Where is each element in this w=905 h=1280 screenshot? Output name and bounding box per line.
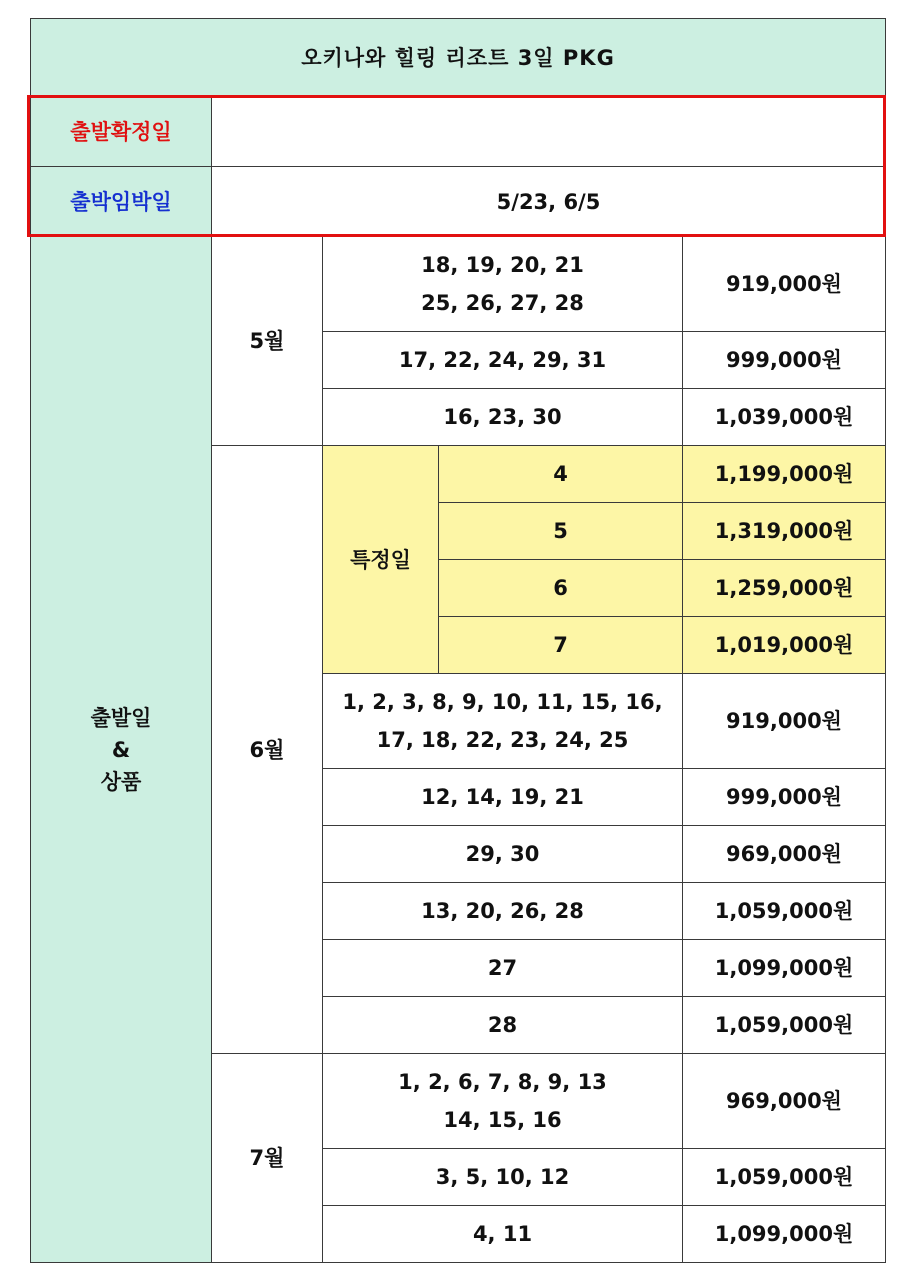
dates-cell: 16, 23, 30 xyxy=(323,389,683,446)
side-label xyxy=(31,237,212,1263)
dates-cell: 27 xyxy=(323,940,683,997)
price-table-container xyxy=(30,18,885,1263)
price-cell: 919,000원 xyxy=(683,674,886,769)
month-july: 7월 xyxy=(212,1054,323,1263)
dates-cell: 4 xyxy=(439,446,683,503)
side-label-line3: 상품 xyxy=(100,769,142,794)
package-title: 오키나와 힐링 리조트 3일 PKG xyxy=(31,19,886,97)
dates-cell: 5 xyxy=(439,503,683,560)
month-june: 6월 xyxy=(212,446,323,1054)
dates-cell: 17, 22, 24, 29, 31 xyxy=(323,332,683,389)
price-cell: 1,319,000원 xyxy=(683,503,886,560)
price-cell: 1,059,000원 xyxy=(683,1149,886,1206)
dates-cell: 29, 30 xyxy=(323,826,683,883)
price-cell: 1,019,000원 xyxy=(683,617,886,674)
price-cell: 1,039,000원 xyxy=(683,389,886,446)
overnight-dates: 5/23, 6/5 xyxy=(212,167,886,237)
special-days-label: 특정일 xyxy=(323,446,439,674)
price-cell: 999,000원 xyxy=(683,332,886,389)
price-cell: 999,000원 xyxy=(683,769,886,826)
confirmed-departure-value xyxy=(212,97,886,167)
side-label-line1: 출발일 xyxy=(90,705,152,730)
dates-line: 1, 2, 6, 7, 8, 9, 13 xyxy=(398,1070,607,1094)
price-cell: 1,199,000원 xyxy=(683,446,886,503)
dates-cell: 7 xyxy=(439,617,683,674)
month-may: 5월 xyxy=(212,237,323,446)
price-cell: 969,000원 xyxy=(683,1054,886,1149)
dates-cell: 4, 11 xyxy=(323,1206,683,1263)
overnight-label: 출박임박일 xyxy=(31,167,212,237)
dates-cell xyxy=(323,674,683,769)
dates-line: 25, 26, 27, 28 xyxy=(421,291,584,315)
dates-line: 14, 15, 16 xyxy=(443,1108,562,1132)
price-cell: 1,099,000원 xyxy=(683,940,886,997)
dates-line: 18, 19, 20, 21 xyxy=(421,253,584,277)
side-label-line2: & xyxy=(111,737,131,762)
price-cell: 1,099,000원 xyxy=(683,1206,886,1263)
price-cell: 1,059,000원 xyxy=(683,997,886,1054)
dates-line: 1, 2, 3, 8, 9, 10, 11, 15, 16, xyxy=(342,690,663,714)
dates-line: 17, 18, 22, 23, 24, 25 xyxy=(376,728,629,752)
dates-cell: 28 xyxy=(323,997,683,1054)
price-cell: 1,259,000원 xyxy=(683,560,886,617)
dates-cell: 3, 5, 10, 12 xyxy=(323,1149,683,1206)
price-table xyxy=(30,18,886,1263)
table-row xyxy=(31,237,886,332)
confirmed-departure-label: 출발확정일 xyxy=(31,97,212,167)
price-cell: 919,000원 xyxy=(683,237,886,332)
dates-cell xyxy=(323,237,683,332)
dates-cell: 12, 14, 19, 21 xyxy=(323,769,683,826)
dates-cell: 13, 20, 26, 28 xyxy=(323,883,683,940)
price-cell: 1,059,000원 xyxy=(683,883,886,940)
dates-cell: 6 xyxy=(439,560,683,617)
dates-cell xyxy=(323,1054,683,1149)
price-cell: 969,000원 xyxy=(683,826,886,883)
